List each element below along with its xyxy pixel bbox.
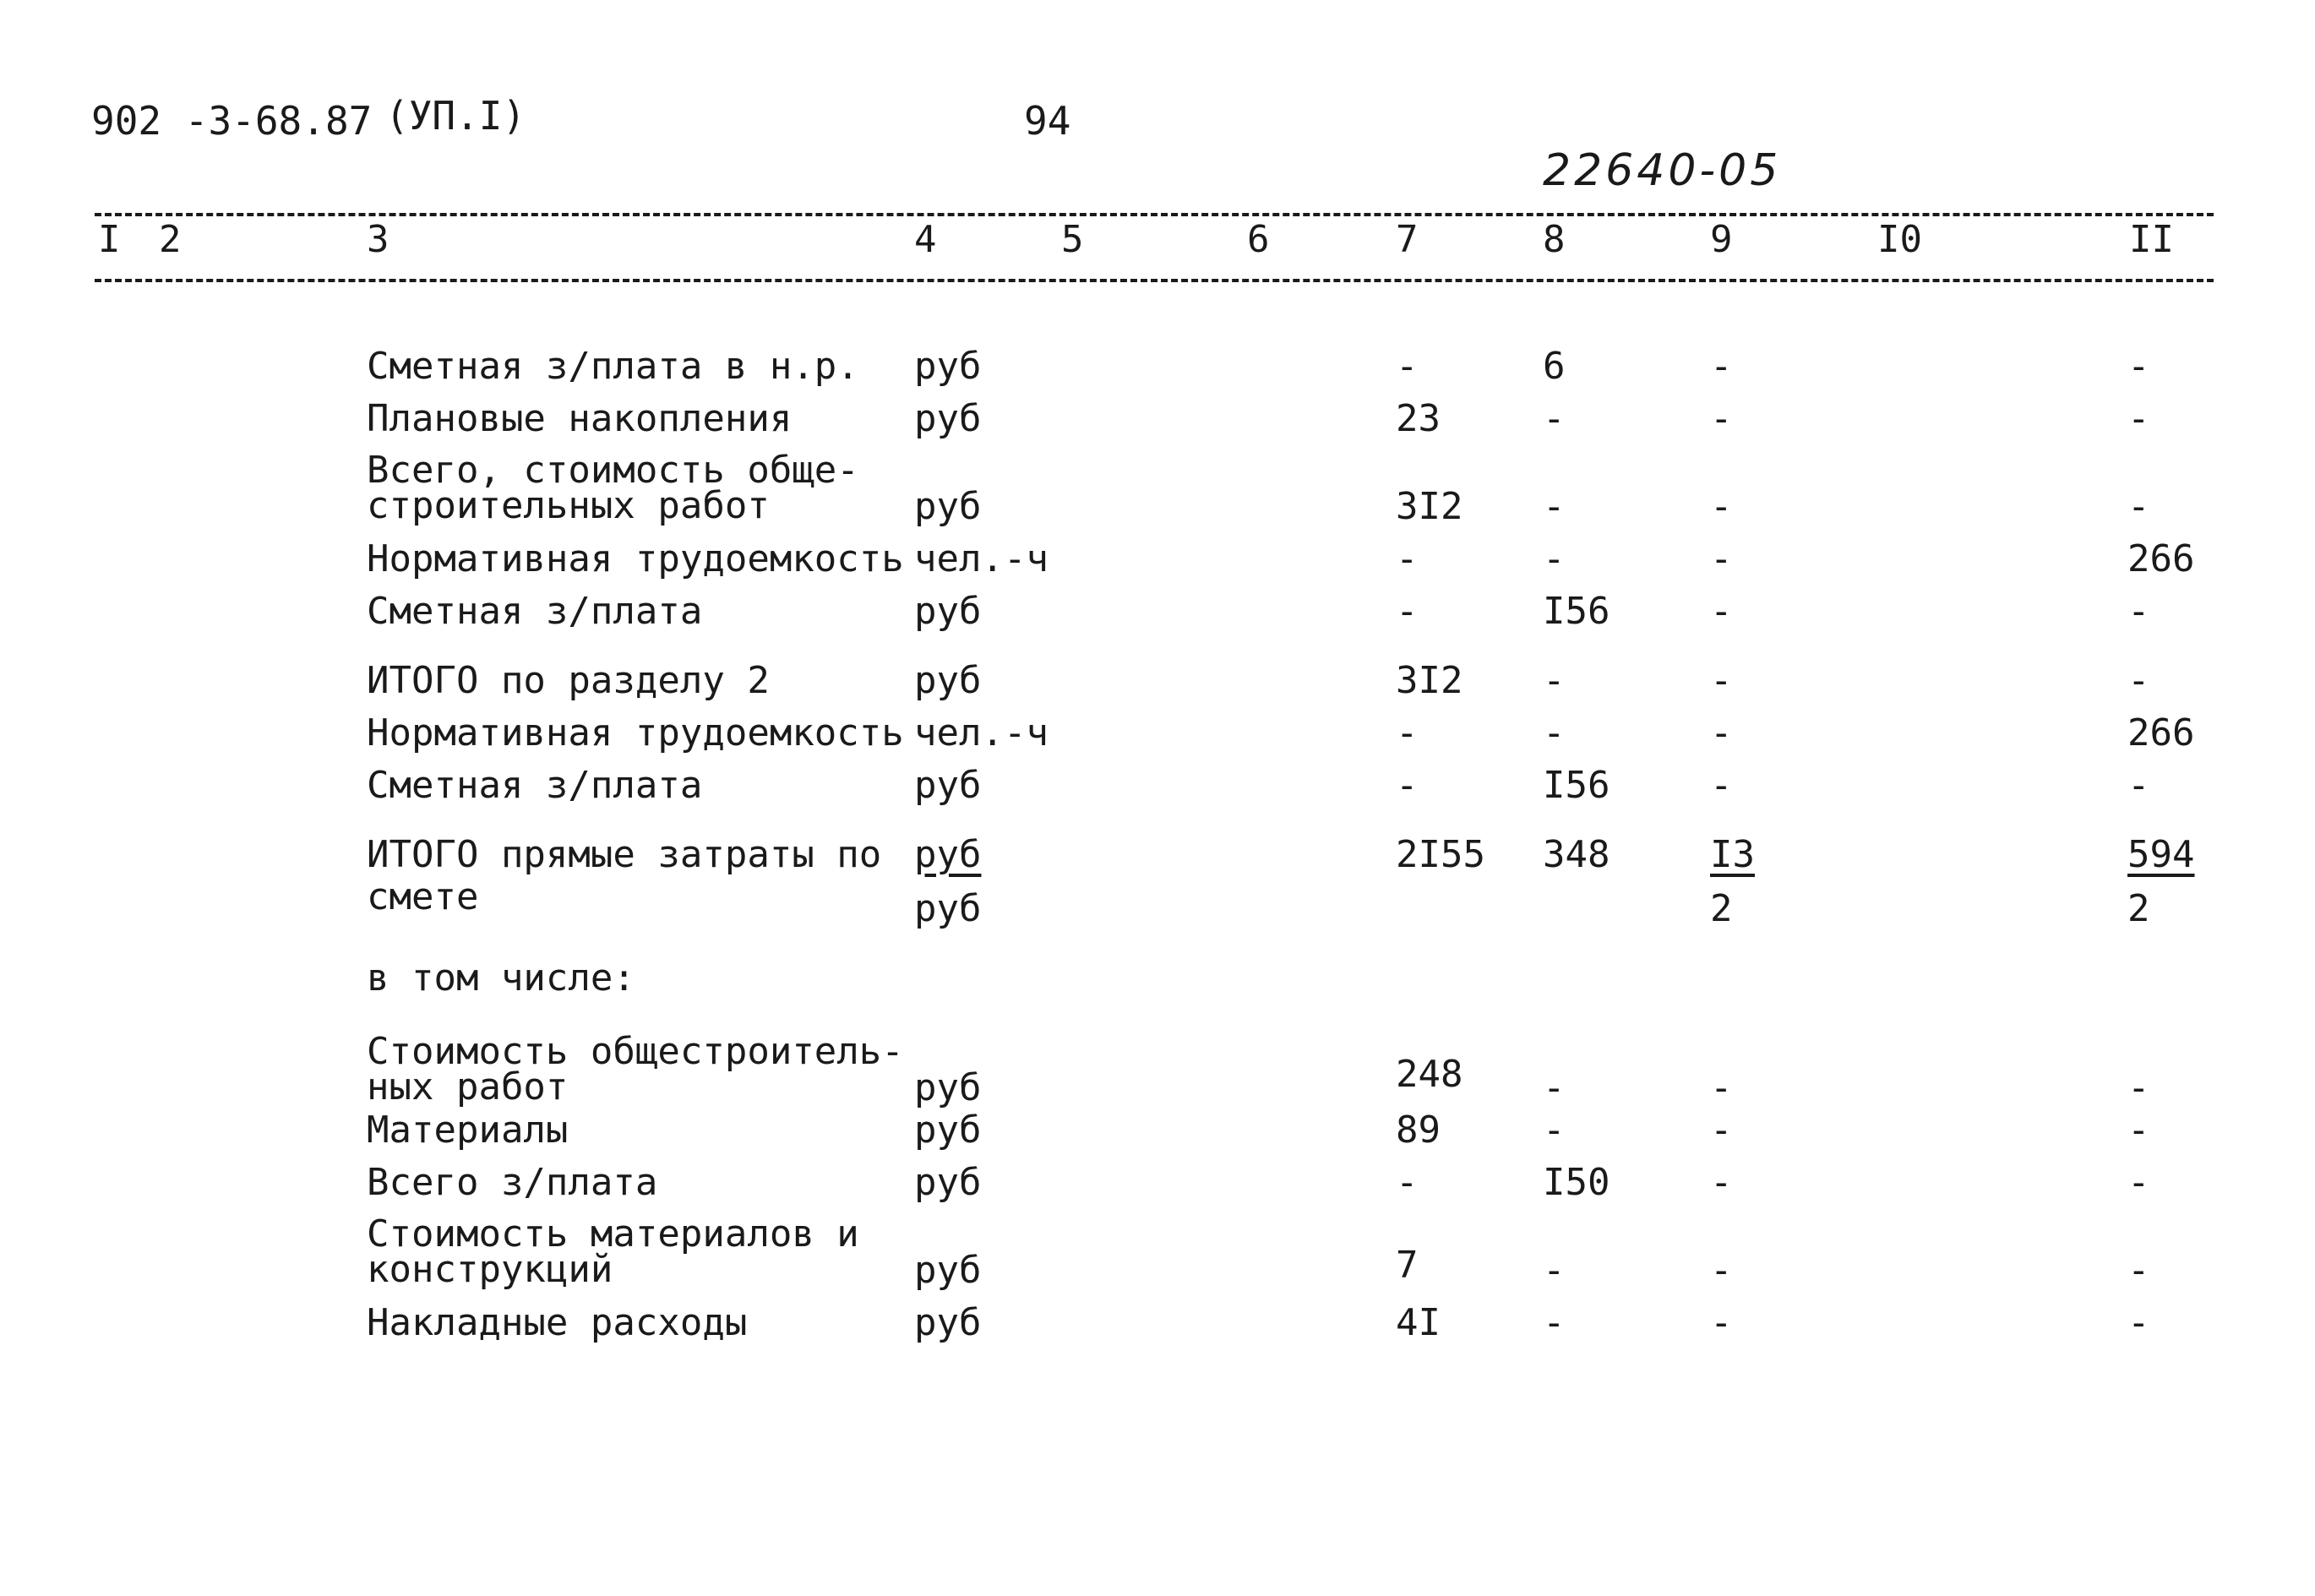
row-col8: - — [1543, 1249, 1566, 1292]
row-col7: 2I55 — [1396, 833, 1485, 876]
row-col9: - — [1710, 711, 1733, 754]
row-col11: 266 — [2127, 711, 2195, 754]
table-row — [0, 537, 2315, 593]
column-number-8: 8 — [1543, 218, 1566, 261]
row-unit: руб — [914, 1161, 982, 1204]
header-top-rule — [95, 213, 2214, 216]
row-col11: 2 — [2127, 887, 2150, 930]
row-col9: - — [1710, 1108, 1733, 1152]
row-col11: - — [2127, 345, 2150, 388]
row-unit: чел.-ч — [914, 537, 1049, 580]
row-col11: - — [2127, 590, 2150, 633]
column-number-4: 4 — [914, 218, 937, 261]
row-col11: - — [2127, 1108, 2150, 1152]
table-row — [0, 956, 2315, 1012]
row-col11: - — [2127, 1249, 2150, 1292]
table-row — [0, 1212, 2315, 1293]
row-label: Накладные расходы — [367, 1301, 748, 1344]
row-col9: I3 — [1710, 833, 1755, 876]
row-unit: руб — [914, 1249, 982, 1292]
row-label: Всего, стоимость обще- строительных работ — [367, 449, 859, 527]
row-unit: руб — [914, 590, 982, 633]
row-col7: 4I — [1396, 1301, 1441, 1344]
row-col8: I56 — [1543, 590, 1610, 633]
row-col7: 248 — [1396, 1053, 1463, 1096]
row-col8: - — [1543, 1066, 1566, 1109]
header-bottom-rule — [95, 279, 2214, 282]
row-label: Нормативная трудоемкость — [367, 711, 904, 754]
column-number-11: II — [2129, 218, 2174, 261]
row-col8: 6 — [1543, 345, 1566, 388]
row-col7: - — [1396, 1161, 1419, 1204]
table-row — [0, 1161, 2315, 1217]
row-col8: - — [1543, 1301, 1566, 1344]
column-number-9: 9 — [1710, 218, 1733, 261]
row-col11: - — [2127, 1301, 2150, 1344]
row-col11: - — [2127, 659, 2150, 702]
row-col9: - — [1710, 1249, 1733, 1292]
row-label: Стоимость материалов и конструкций — [367, 1212, 859, 1291]
column-number-5: 5 — [1061, 218, 1084, 261]
row-col8: I56 — [1543, 764, 1610, 807]
row-col9: - — [1710, 1066, 1733, 1109]
column-number-2: 2 — [159, 218, 182, 261]
row-label: Нормативная трудоемкость — [367, 537, 904, 580]
row-col7: - — [1396, 345, 1419, 388]
row-col7: 23 — [1396, 397, 1441, 440]
row-unit: руб — [914, 345, 982, 388]
column-number-3: 3 — [367, 218, 389, 261]
row-col7: - — [1396, 590, 1419, 633]
row-col7: 89 — [1396, 1108, 1441, 1152]
row-col9: - — [1710, 345, 1733, 388]
row-col11: 594 — [2127, 833, 2195, 876]
row-col7: - — [1396, 537, 1419, 580]
row-unit: руб — [914, 485, 982, 528]
row-label: Сметная з/плата — [367, 590, 703, 633]
row-col8: I50 — [1543, 1161, 1610, 1204]
row-label: в том числе: — [367, 956, 635, 1000]
row-col8: - — [1543, 397, 1566, 440]
row-col9: - — [1710, 1161, 1733, 1204]
row-col9: - — [1710, 397, 1733, 440]
table-row — [0, 764, 2315, 820]
row-unit: руб — [914, 397, 982, 440]
row-col7: - — [1396, 764, 1419, 807]
page-number: 94 — [1024, 98, 1071, 144]
table-row — [0, 1030, 2315, 1110]
row-col7: 3I2 — [1396, 485, 1463, 528]
row-unit: руб — [914, 1066, 982, 1109]
row-col11: - — [2127, 1161, 2150, 1204]
row-label: Стоимость общестроитель- ных работ — [367, 1030, 904, 1108]
row-col7: 7 — [1396, 1244, 1419, 1287]
table-row — [0, 590, 2315, 645]
row-unit: руб — [914, 764, 982, 807]
column-number-1: I — [98, 218, 121, 261]
row-col11: - — [2127, 764, 2150, 807]
row-col9: - — [1710, 659, 1733, 702]
row-col11: - — [2127, 485, 2150, 528]
row-unit: руб — [914, 659, 982, 702]
row-col9: 2 — [1710, 887, 1733, 930]
row-label: Сметная з/плата — [367, 764, 703, 807]
table-row — [0, 711, 2315, 767]
document-code: 902 -3-68.87 — [91, 98, 373, 144]
row-col8: 348 — [1543, 833, 1610, 876]
row-label: Плановые накопления — [367, 397, 793, 440]
row-label: Сметная з/плата в н.р. — [367, 345, 859, 388]
row-unit: руб — [914, 833, 982, 876]
row-col8: - — [1543, 711, 1566, 754]
row-col9: - — [1710, 764, 1733, 807]
table-row — [0, 397, 2315, 453]
row-col9: - — [1710, 1301, 1733, 1344]
row-col9: - — [1710, 590, 1733, 633]
row-label: ИТОГО прямые затраты по — [367, 833, 882, 876]
table-row — [0, 449, 2315, 529]
album-code: (УП.I) — [385, 93, 526, 139]
row-col11: - — [2127, 397, 2150, 440]
table-row — [0, 659, 2315, 715]
row-label: Материалы — [367, 1108, 569, 1152]
row-col9: - — [1710, 537, 1733, 580]
table-row — [0, 345, 2315, 400]
row-col8: - — [1543, 485, 1566, 528]
row-label: Всего з/плата — [367, 1161, 658, 1204]
row-col7: 3I2 — [1396, 659, 1463, 702]
row-unit: руб — [914, 887, 982, 930]
table-row — [0, 1108, 2315, 1164]
row-unit: руб — [914, 1108, 982, 1152]
row-label: ИТОГО по разделу 2 — [367, 659, 770, 702]
row-col9: - — [1710, 485, 1733, 528]
table-row — [0, 875, 2315, 931]
row-col8: - — [1543, 537, 1566, 580]
column-number-7: 7 — [1396, 218, 1419, 261]
row-label: смете — [367, 875, 479, 918]
row-unit: чел.-ч — [914, 711, 1049, 754]
column-number-10: I0 — [1877, 218, 1922, 261]
column-number-6: 6 — [1247, 218, 1270, 261]
row-col11: - — [2127, 1066, 2150, 1109]
row-col11: 266 — [2127, 537, 2195, 580]
row-col7: - — [1396, 711, 1419, 754]
row-unit: руб — [914, 1301, 982, 1344]
handwritten-code: 22640-05 — [1543, 145, 1782, 196]
row-col8: - — [1543, 1108, 1566, 1152]
row-col8: - — [1543, 659, 1566, 702]
table-row — [0, 1301, 2315, 1357]
